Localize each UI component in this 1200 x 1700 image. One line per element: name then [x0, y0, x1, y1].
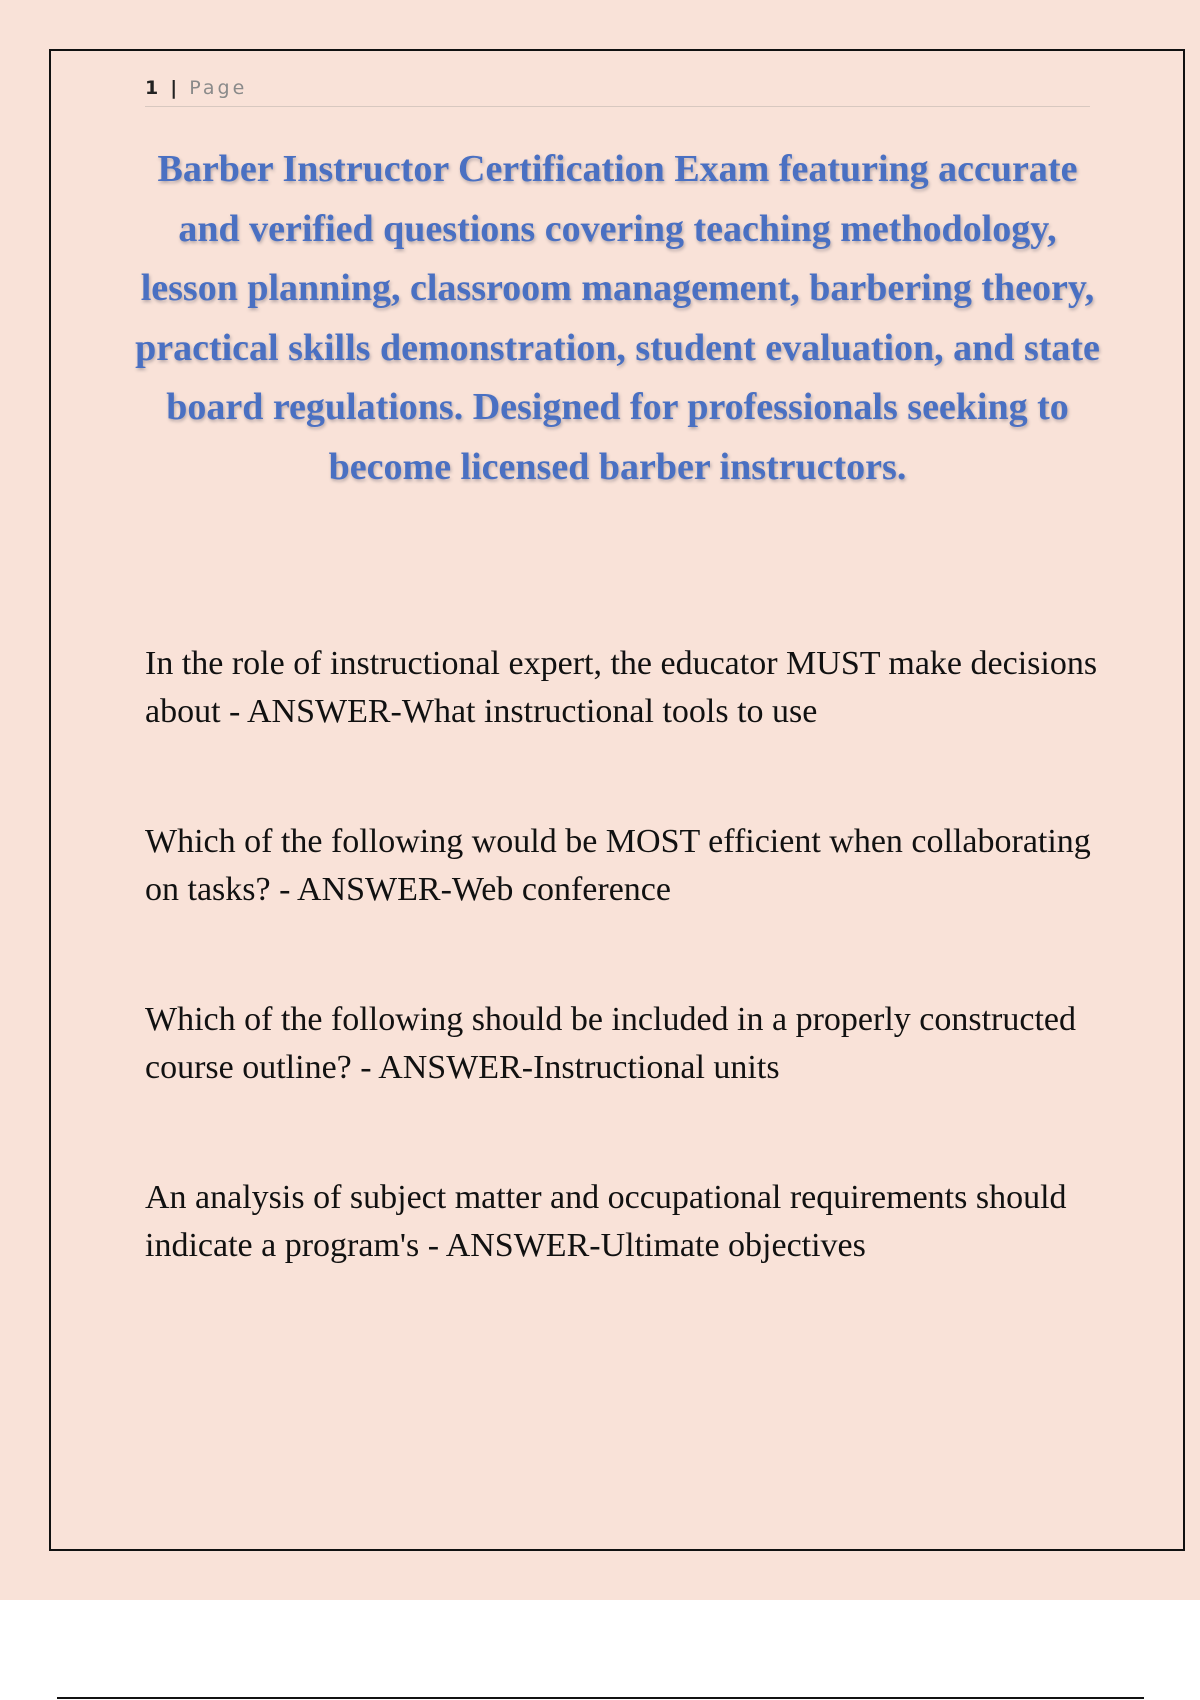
page-label: Page: [189, 77, 248, 99]
question-item: Which of the following would be MOST efficient when collaborating on tasks? - ANSWER-Web conference: [145, 823, 1091, 908]
next-page-divider: [57, 1697, 1144, 1699]
question-list: [145, 640, 1105, 1352]
question-item: Which of the following should be included in a properly constructed course outline? - ANSWER-Instructional units: [145, 1001, 1076, 1086]
page-header: [145, 74, 1090, 107]
page-separator: |: [170, 77, 181, 99]
question-item: In the role of instructional expert, the educator MUST make decisions about - ANSWER-What instructional tools to use: [145, 645, 1098, 730]
question-item: An analysis of subject matter and occupational requirements should indicate a program's - ANSWER-Ultimate objectives: [145, 1179, 1067, 1264]
document-title: Barber Instructor Certification Exam featuring accurate and verified questions covering teaching methodology, lesson planning, classroom management, barbering theory, practical skills demonstration, student evaluation, and state board regulations. Designed for professionals seeking to become licensed barber instructors.: [135, 148, 1100, 488]
page-number: 1: [145, 77, 162, 99]
